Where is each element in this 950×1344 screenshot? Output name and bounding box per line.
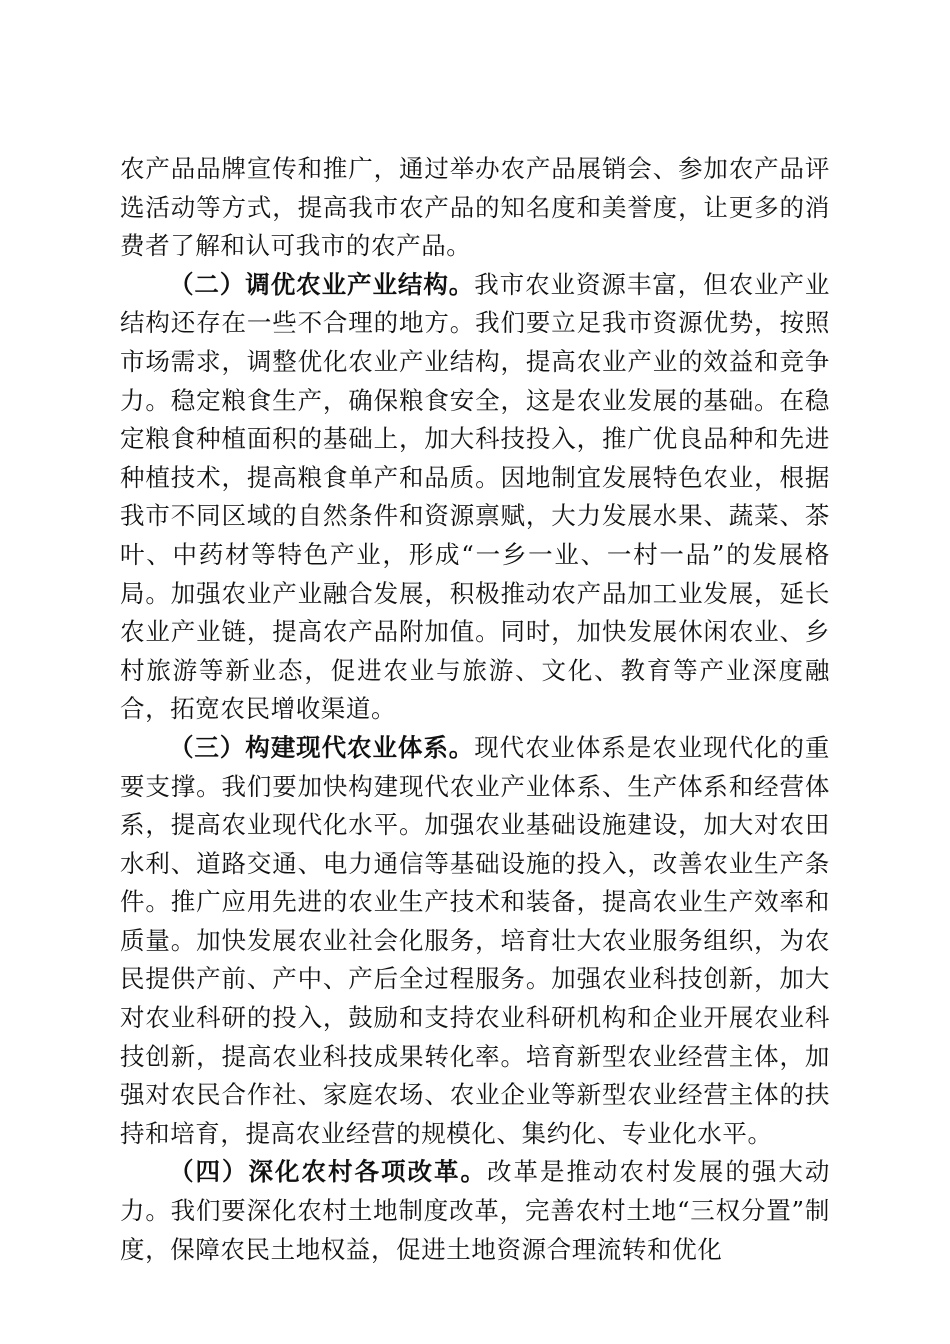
section-heading: （四）深化农村各项改革。 (169, 1157, 487, 1187)
section-heading: （三）构建现代农业体系。 (169, 732, 475, 762)
paragraph-text: 改革是推动农村发展的强大动力。我们要深化农村土地制度改革，完善农村土地“三权分置”制度，保障农民土地权益，促进土地资源合理流转和优化 (120, 1157, 830, 1264)
paragraph-section-3 (120, 729, 830, 1154)
section-heading: （二）调优农业产业结构。 (169, 269, 475, 299)
paragraph-section-4 (120, 1153, 830, 1269)
paragraph-text: 农产品品牌宣传和推广，通过举办农产品展销会、参加农产品评选活动等方式，提高我市农产品的知名度和美誉度，让更多的消费者了解和认可我市的农产品。 (120, 154, 830, 261)
paragraph-section-2 (120, 266, 830, 729)
paragraph-continuation (120, 150, 830, 266)
document-body (120, 150, 830, 1269)
paragraph-text: 现代农业体系是农业现代化的重要支撑。我们要加快构建现代农业产业体系、生产体系和经营体系，提高农业现代化水平。加强农业基础设施建设，加大对农田水利、道路交通、电力通信等基础设施的投入，改善农业生产条件。推广应用先进的农业生产技术和装备，提高农业生产效率和质量。加快发展农业社会化服务，培育壮大农业服务组织，为农民提供产前、产中、产后全过程服务。加强农业科技创新，加大对农业科研的投入，鼓励和支持农业科研机构和企业开展农业科技创新，提高农业科技成果转化率。培育新型农业经营主体，加强对农民合作社、家庭农场、农业企业等新型农业经营主体的扶持和培育，提高农业经营的规模化、集约化、专业化水平。 (120, 732, 830, 1148)
paragraph-text: 我市农业资源丰富，但农业产业结构还存在一些不合理的地方。我们要立足我市资源优势，按照市场需求，调整优化农业产业结构，提高农业产业的效益和竞争力。稳定粮食生产，确保粮食安全，这是农业发展的基础。在稳定粮食种植面积的基础上，加大科技投入，推广优良品种和先进种植技术，提高粮食单产和品质。因地制宜发展特色农业，根据我市不同区域的自然条件和资源禀赋，大力发展水果、蔬菜、茶叶、中药材等特色产业，形成“一乡一业、一村一品”的发展格局。加强农业产业融合发展，积极推动农产品加工业发展，延长农业产业链，提高农产品附加值。同时，加快发展休闲农业、乡村旅游等新业态，促进农业与旅游、文化、教育等产业深度融合，拓宽农民增收渠道。 (120, 269, 830, 724)
